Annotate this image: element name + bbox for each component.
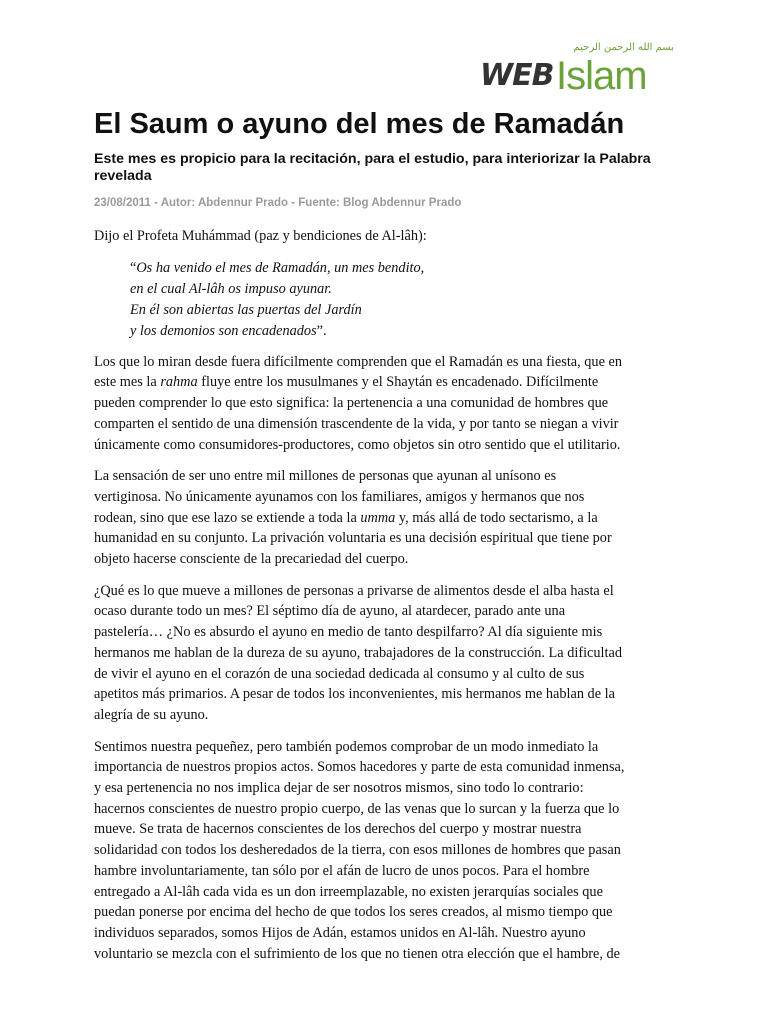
- text-line: únicamente como consumidores-productores, como objetos sin otro sentido que el utilitario.: [94, 436, 621, 453]
- text-line: ¿Qué es lo que mueve a millones de personas a privarse de alimentos desde el alba hasta el: [94, 582, 614, 599]
- text-span: fluye entre los musulmanes y el Shaytán es encadenado. Difícilmente: [197, 374, 599, 391]
- text-span: y, más allá de todo sectarismo, a la: [395, 509, 598, 526]
- text-line: humanidad en su conjunto. La privación voluntaria es una decisión espiritual que tiene por: [94, 530, 612, 547]
- quote-open-mark: “: [130, 259, 137, 276]
- text-line: pastelería… ¿No es absurdo el ayuno en medio de tanto despilfarro? Al día siguiente mis: [94, 624, 603, 641]
- hadith-quote: [130, 258, 676, 342]
- text-line: [94, 372, 676, 393]
- text-line: pueden comprender lo que esto significa: la pertenencia a una comunidad de hombres que: [94, 395, 609, 412]
- text-line: objeto hacerse consciente de la precariedad del cuerpo.: [94, 551, 409, 568]
- quote-text: En él son abiertas las puertas del Jardín: [130, 301, 362, 318]
- text-line: ocaso durante todo un mes? El séptimo día de ayuno, al atardecer, parado ante una: [94, 603, 566, 620]
- text-line: de vivir el ayuno en el corazón de una sociedad dedicada al consumo y al culto de sus: [94, 665, 585, 682]
- text-line: individuos separados, somos Hijos de Adán, estamos unidos en Al-lâh. Nuestro ayuno: [94, 924, 586, 941]
- text-line: hambre involuntariamente, tan sólo por el afán de lucro de unos pocos. Para el hombre: [94, 862, 590, 879]
- quote-text: y los demonios son encadenados: [130, 322, 317, 339]
- quote-text: en el cual Al-lâh os impuso ayunar.: [130, 280, 332, 297]
- text-line: hacernos conscientes de nuestro propio cuerpo, de las venas que lo surcan y la fuerza que lo: [94, 800, 620, 817]
- text-line: [94, 508, 676, 529]
- text-line: apetitos más primarios. A pesar de todos los inconvenientes, mis hermanos me hablan de la: [94, 686, 615, 703]
- logo-islam-text: Islam: [556, 54, 647, 98]
- webislam-logo[interactable]: [476, 40, 676, 96]
- emphasis-rahma: rahma: [160, 374, 198, 391]
- text-line: entregado a Al-lâh cada vida es un don irreemplazable, no existen jerarquías sociales que: [94, 883, 603, 900]
- article-meta: 23/08/2011 - Autor: Abdennur Prado - Fuente: Blog Abdennur Prado: [94, 197, 462, 209]
- quote-text: Os ha venido el mes de Ramadán, un mes bendito,: [136, 259, 425, 276]
- quote-close-mark: ”.: [316, 322, 327, 339]
- text-line: vertiginosa. No únicamente ayunamos con los familiares, amigos y hermanos que nos: [94, 488, 585, 505]
- text-line: importancia de nuestros propios actos. Somos hacedores y parte de esta comunidad inmensa,: [94, 759, 625, 776]
- text-line: Los que lo miran desde fuera difícilmente comprenden que el Ramadán es una fiesta, que en: [94, 353, 622, 370]
- text-line: Sentimos nuestra pequeñez, pero también podemos comprobar de un modo inmediato la: [94, 738, 599, 755]
- quote-line: [130, 300, 676, 321]
- article-title: El Saum o ayuno del mes de Ramadán: [94, 108, 625, 140]
- quote-line: [130, 321, 676, 342]
- text-line: mueve. Se trata de hacernos conscientes de los derechos del cuerpo y mostrar nuestra: [94, 821, 582, 838]
- text-line: solidaridad con todos los desheredados de la tierra, con esos millones de hombres que pasan: [94, 842, 621, 859]
- intro-paragraph: Dijo el Profeta Muhámmad (paz y bendiciones de Al-lâh):: [94, 228, 427, 244]
- article-body: [94, 226, 676, 975]
- paragraph-3: [94, 581, 676, 726]
- text-line: alegría de su ayuno.: [94, 706, 209, 723]
- text-span: este mes la: [94, 374, 161, 391]
- paragraph-1: [94, 352, 676, 456]
- quote-line: [130, 279, 676, 300]
- text-span: rodean, sino que ese lazo se extiende a toda la: [94, 509, 361, 526]
- emphasis-umma: umma: [360, 509, 396, 526]
- text-line: voluntario se mezcla con el sufrimiento de los que no tienen otra elección que el hambre, de: [94, 945, 621, 962]
- text-line: La sensación de ser uno entre mil millones de personas que ayunan al unísono es: [94, 468, 557, 485]
- logo-web-text: WEB: [480, 58, 554, 93]
- text-line: puedan ponerse por encima del hecho de que todos los seres creados, al mismo tiempo que: [94, 904, 613, 921]
- text-line: y esa pertenencia no nos implica dejar de ser nosotros mismos, sino todo lo contrario:: [94, 780, 584, 797]
- paragraph-2: [94, 466, 676, 570]
- text-line: hermanos me hablan de la dureza de su ayuno, trabajadores de la construcción. La dificultad: [94, 644, 622, 661]
- logo-arabic-calligraphy: بسم الله الرحمن الرحيم: [573, 42, 674, 53]
- text-line: comparten el sentido de una dimensión trascendente de la vida, y por tanto se niegan a vivir: [94, 415, 619, 432]
- paragraph-4: [94, 737, 676, 965]
- article-subtitle: Este mes es propicio para la recitación, para el estudio, para interiorizar la Palabra revelada: [94, 151, 651, 184]
- quote-line: [130, 258, 676, 279]
